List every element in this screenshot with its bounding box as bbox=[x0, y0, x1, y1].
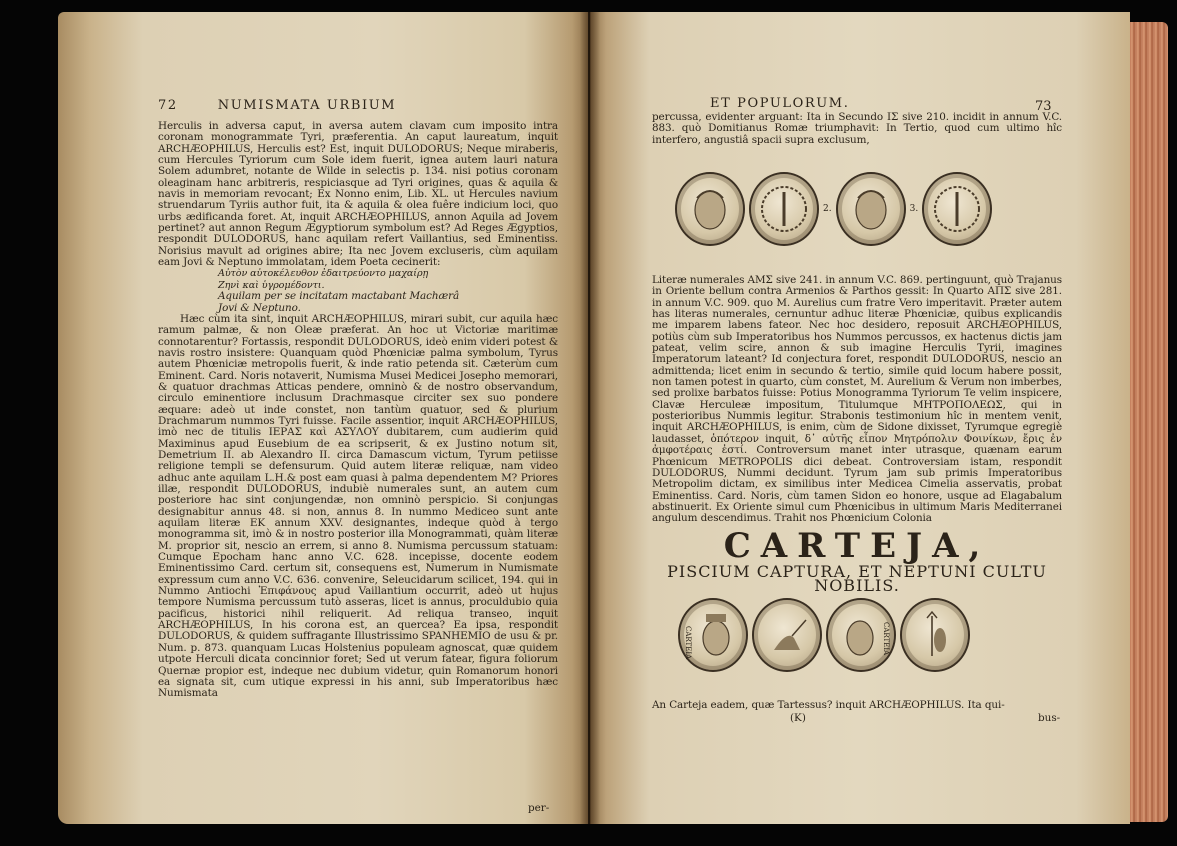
right-page-number: 73 bbox=[1035, 99, 1052, 114]
coin-club-1 bbox=[749, 172, 819, 246]
greek-verse-line-2: Ζηνὶ καὶ ὑγρομέδοντι. bbox=[218, 279, 325, 291]
carteja-coin-2 bbox=[752, 598, 822, 672]
latin-verse-line-1: Aquilam per se incitatam mactabant Machærâ bbox=[218, 290, 460, 303]
left-page bbox=[58, 12, 588, 824]
club-wreath-icon bbox=[924, 174, 990, 244]
coin-mark-2: 2. bbox=[823, 204, 832, 214]
latin-verse-line-2: Jovi & Neptuno. bbox=[218, 301, 301, 314]
right-catchword: bus- bbox=[1038, 712, 1061, 724]
left-running-head bbox=[158, 98, 558, 113]
left-paragraph-1: Herculis in adversa caput, in aversa autem clavam cum imposito intra coronam monogrammate Tyri, præferentia. An caput laureatum, inquit ARCHÆOPHILUS, Herculis est? Est, inquit DULODORUS; Neque miraberis, cum Hercules Tyriorum cum Sole idem fuerit, ignea autem lauri natura Solem adumbret, notante de Wilde in selectis p. 134. nisi potius coronam oleaginam hanc arbitreris, respiciasque ad Tyri origines, quas & aquila & navis in memoriam revocant; Ex Nonno enim, Lib. XL. ut Hercules navium struendarum Tyriis author fuit, ita & aquila & olea fuêre indicium loci, quo urbs ædificanda foret. At, inquit ARCHÆOPHILUS, annon Aquila ad Jovem pertinet? aut annon Regum Ægyptiorum symbolum est? Ad Reges Ægyptios, respondit DULODORUS, hanc aquilam refert Vaillantius, sed Eminentiss. Norisius mavult ad origines abire; Ita nec Jovem excluseris, cùm aquilam eam Jovi & Neptuno immolatam, idem Poeta cecinerit: bbox=[158, 120, 558, 269]
left-page-number: 72 bbox=[158, 98, 178, 113]
carteja-coin-3 bbox=[826, 598, 896, 672]
carteja-coin-row bbox=[678, 598, 970, 672]
right-page bbox=[590, 12, 1130, 824]
left-paragraph-2: Hæc cùm ita sint, inquit ARCHÆOPHILUS, mirari subit, cur aquila hæc ramum palmæ, & non Oleæ præferat. An hoc ut Victoriæ maritimæ connotarentur? Fortassis, respondit DULODORUS, ideò enim videri potest & navis rostro insistere: Quanquam quòd Phœniciæ palma symbolum, Tyrus autem Phœniciæ metropolis fuerit, & inde ratio petenda sit. Cæterùm cum Eminent. Card. Noris notaverit, Numisma Musei Medicei Josepho memorari, & quatuor drachmas Atticas pendere, omninò & de nostro observandum, circulo eminentiore inclusum Drachmasque circiter sex suo pondere æquare: adeò ut inde constet, non tantùm quatuor, sed & plurium Drachmarum nummos Tyri fuisse. Facile assentior, inquit ARCHÆOPHILUS, imò nec de titulis ΙΕΡΑΣ καὶ ΑΣΥΛΟΥ dubitarem, cum audierim quid Maximinus apud Eusebium de ea scripserit, & ex Justino notum sit, Demetrium II. ab Alexandro II. circa Damascum victum, Tyrum petiisse religione templi se defensurum. Quid autem literæ reliquæ, nam video adhuc ante aquilam L.H.& post eam quasi à palma dependentem M? Priores illæ, respondit DULODORUS, indubiè numerales sunt, an autem cum posteriore hac sint conjungendæ, non omninò perspicio. Si conjungas designabitur annus 48. si non, annus 8. In nummo Mediceo sunt ante aquilam literæ EK annum XXV. designantes, indeque quòd à tergo monogramma sit, imò & in nostro posterior illa Monogrammati, quàm literæ M. proprior sit, nescio an errem, si anno 8. Numisma percussum statuam: Cumque Epocham hanc anno V.C. 628. incepisse, docente eodem Eminentissimo Card. certum sit, consequens est, Numerum in Numismate expressum cum anno V.C. 636. convenire, Seleucidarum scilicet, 194. qui in Nummo Antiochi Ἐπιφάνους apud Vaillantium occurrit, adeò ut hujus tempore Numisma percussum tutò asseras, licet is annus, proculdubio quia pacificus, historici nihil reliquerit. Ad reliqua transeo, inquit ARCHÆOPHILUS, In his corona est, an quercea? Ea ipsa, respondit DULODORUS, & quidem suffragante Illustrissimo SPANHEMIO de usu & pr. Num. p. 873. quanquam Lucas Holstenius populeam agnoscat, quæ quidem utpote Herculi dicata concinnior foret; Sed ut verum fatear, figura foliorum Quernæ propior est, indeque nec dubium videtur, quin Romanorum honori ea signata sit, cum utique expressi in his anni, sub Imperatoribus hæc Numismata bbox=[158, 312, 558, 700]
right-paragraph-1: percussa, evidenter arguant: Ita in Secundo ΙΣ sive 210. incidit in annum V.C. 883. quò Domitianus Romæ triumphavit: In Tertio, quod cum ultimo hîc interfero, angustiâ spacii supra exclusum, bbox=[652, 111, 1062, 146]
carteja-title: CARTEJA, bbox=[723, 526, 991, 566]
coin-legend: CARTEIA bbox=[684, 626, 692, 660]
tyre-coin-row bbox=[675, 172, 992, 246]
right-paragraph-2: Literæ numerales ΑΜΣ sive 241. in annum V.C. 869. pertinguunt, quò Trajanus in Oriente bellum contra Armenios & Parthos gessit: In Quarto ΑΠΣ sive 281. in annum V.C. 909. quo M. Aurelius cum fratre Vero imperitavit. Præter autem has literas numerales, cernuntur adhuc literæ Phœniciæ, quibus explicandis me imparem labens fateor. Nec hoc desidero, reposuit ARCHÆOPHILUS, potiùs cùm sub Imperatoribus hos Nummos percussos, ex hactenus dictis jam pateat, velim scire, annon & sub imagine Herculis Tyrii, imagines Imperatorum lateant? Id conjectura foret, respondit DULODORUS, nescio an admittenda; licet enim in secundo & tertio, simile quid locum habere possit, non tamen potest in quarto, cùm constet, M. Aurelium & Verum non imberbes, sed prolixe barbatos fuisse: Potius Monogramma Tyriorum Te velim inspicere, Clavæ Herculeæ impositum, Titulumque ΜΗΤΡΟΠΟΛΕΩΣ, qui in posterioribus Nummis legitur. Strabonis testimonium hîc in mentem venit, inquit ARCHÆOPHILUS, is enim, cùm de Sidone dixisset, Tyrumque egregiè laudasset, ὁπότερον inquit, δ᾽ αὐτῆς εἶπον Μητρόπολιν Φοινίκων, ἔρις ἐν ἀμφοτέραις ἐστί. Controversum manet inter utrasque, quænam earum Phœnicum METROPOLIS dici debeat. Controversiam istam, respondit DULODORUS, Nummi decidunt. Tyrum jam sub primis Imperatoribus Metropolim dictam, ex similibus inter Medicea Cimelia asservatis, probat Eminentiss. Card. Noris, cùm tamen Sidon eo honore, usque ad Elagabalum abstinuerit. Ex Oriente simul cum Phœnicibus in ultimum Maris Mediterranei angulum descendimus. Trahit nos Phœnicium Colonia bbox=[652, 274, 1062, 525]
laureate-head-icon bbox=[677, 174, 743, 244]
open-book bbox=[58, 12, 1168, 832]
coin-club-2 bbox=[922, 172, 992, 246]
club-wreath-icon bbox=[751, 174, 817, 244]
right-top-text bbox=[652, 112, 1062, 146]
carteja-subtitle-1: PISCIUM CAPTURA, ET NEPTUNI CULTU bbox=[667, 562, 1047, 581]
neptune-trident-icon bbox=[902, 600, 968, 670]
left-head-title: NUMISMATA URBIUM bbox=[217, 98, 397, 113]
right-paragraph-3: An Carteja eadem, quæ Tartessus? inquit ARCHÆOPHILUS. Ita qui- bbox=[652, 699, 1005, 711]
right-bottom-text bbox=[652, 700, 1062, 711]
page-edges bbox=[1130, 22, 1168, 822]
coin-head-2 bbox=[836, 172, 906, 246]
coin-mark-3: 3. bbox=[909, 204, 919, 214]
left-text-block bbox=[158, 121, 558, 700]
laureate-head-icon bbox=[838, 174, 904, 244]
carteja-subtitle-2: NOBILIS. bbox=[814, 576, 900, 595]
coin-legend: CARTEIA bbox=[882, 622, 890, 656]
carteja-coin-4 bbox=[900, 598, 970, 672]
fisherman-icon bbox=[754, 600, 820, 670]
left-catchword: per- bbox=[528, 802, 550, 814]
right-middle-text bbox=[652, 275, 1062, 525]
signature-mark: (K) bbox=[790, 712, 806, 724]
coin-head-1 bbox=[675, 172, 745, 246]
right-running-head: ET POPULORUM. bbox=[710, 96, 850, 111]
greek-verse-line-1: Αὐτὸν αὐτοκέλευθον ἐδαιτρεύοντο μαχαίρῃ bbox=[218, 268, 429, 280]
carteja-coin-1 bbox=[678, 598, 748, 672]
